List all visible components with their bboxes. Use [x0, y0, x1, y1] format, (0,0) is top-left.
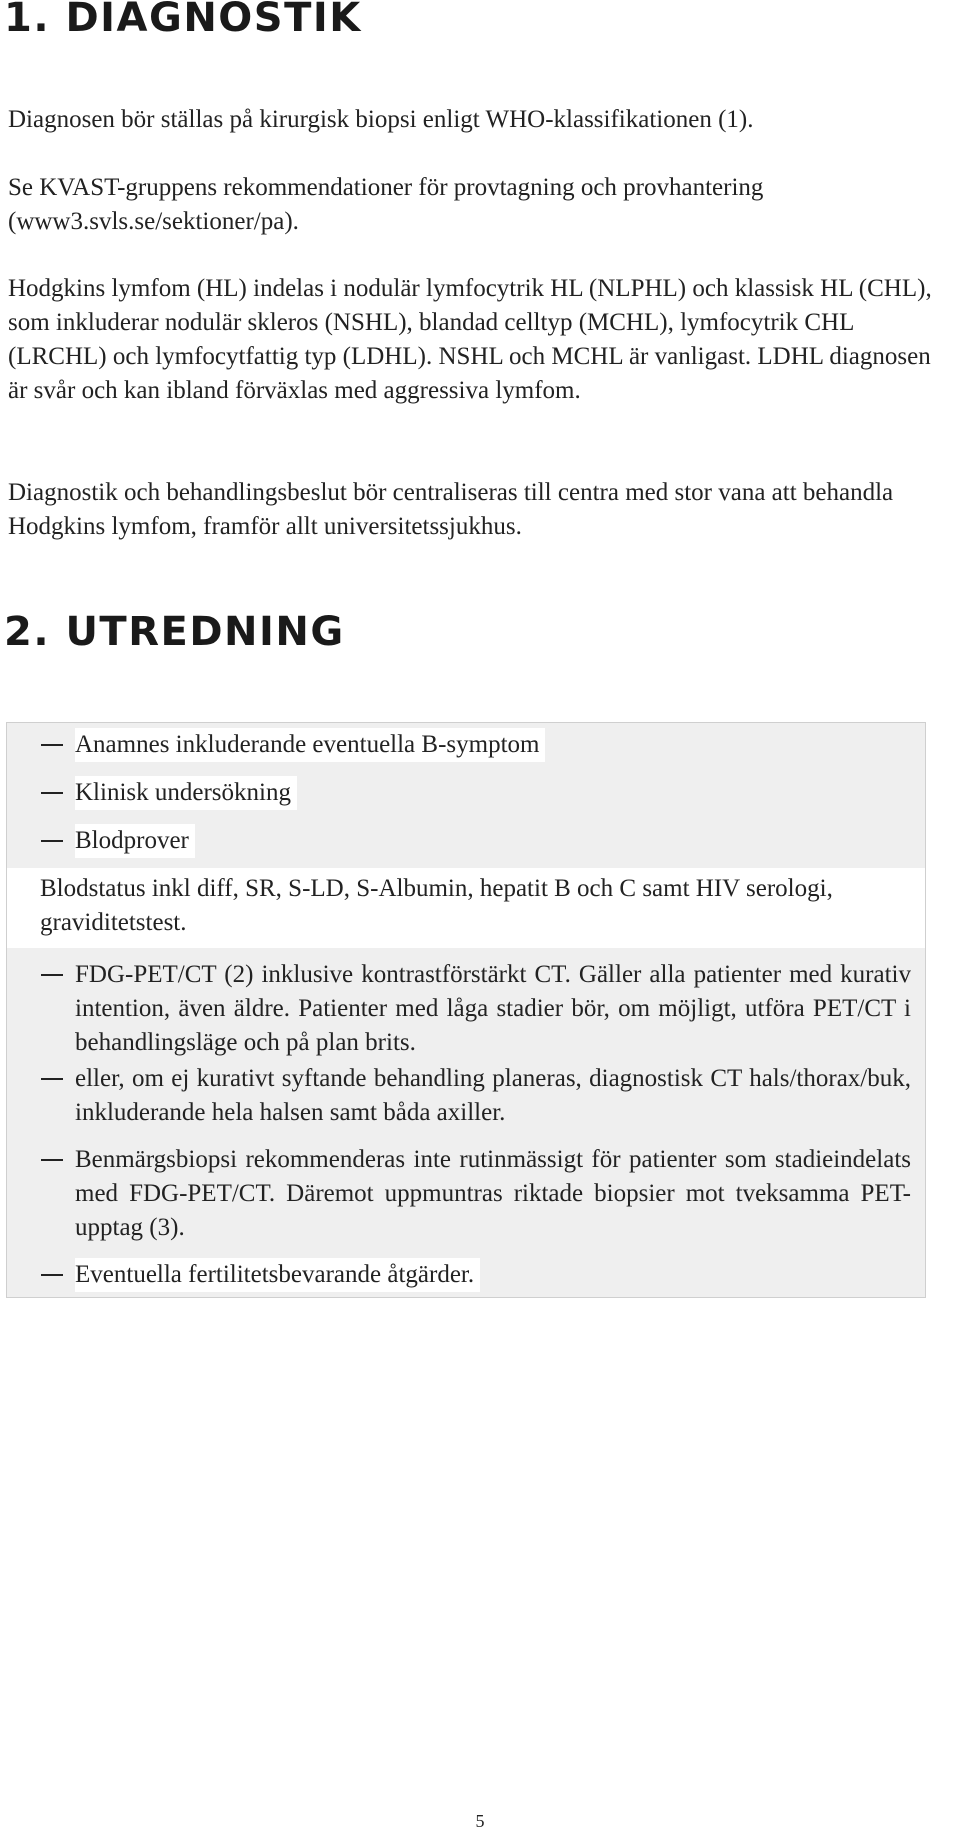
list-item-text: Anamnes inkluderande eventuella B-symptom	[75, 728, 545, 762]
list-item-text: Blodprover	[75, 824, 195, 858]
dash-bullet-icon	[41, 792, 63, 794]
list-item	[35, 958, 911, 1060]
section-heading-diagnostik: 1. DIAGNOSTIK	[4, 0, 362, 41]
dash-bullet-icon	[41, 1159, 63, 1161]
list-item	[35, 776, 911, 810]
list-item	[35, 1062, 911, 1130]
list-item	[35, 1143, 911, 1245]
list-item-text: Eventuella fertilitetsbevarande åtgärder.	[75, 1258, 480, 1292]
list-item-text: Klinisk undersökning	[75, 776, 297, 810]
list-item	[35, 824, 911, 858]
page-number: 5	[475, 1811, 485, 1831]
section-heading-utredning: 2. UTREDNING	[4, 609, 345, 655]
paragraph-kvast-recommendations: Se KVAST-gruppens rekommendationer för provtagning och provhantering (www3.svls.se/sektioner/pa).	[8, 174, 764, 235]
list-item-text: eller, om ej kurativt syftande behandling planeras, diagnostisk CT hals/thorax/buk, inkluderande hela halsen samt båda axiller.	[75, 1065, 911, 1126]
blood-test-details: Blodstatus inkl diff, SR, S-LD, S-Albumin, hepatit B och C samt HIV serologi, graviditetstest.	[7, 868, 925, 948]
paragraph-hodgkin-classification: Hodgkins lymfom (HL) indelas i nodulär lymfocytrik HL (NLPHL) och klassisk HL (CHL), som inkluderar nodulär skleros (NSHL), blandad celltyp (MCHL), lymfocytrik CHL (LRCHL) och lymfocytfattig typ (LDHL). NSHL och MCHL är vanligast. LDHL diagnosen är svår och kan ibland förväxlas med aggressiva lymfom.	[8, 275, 932, 404]
dash-bullet-icon	[41, 1078, 63, 1080]
dash-bullet-icon	[41, 840, 63, 842]
list-item	[35, 728, 911, 762]
paragraph-diagnosis-biopsy: Diagnosen bör ställas på kirurgisk biopsi enligt WHO-klassifikationen (1).	[8, 106, 754, 133]
list-item-text: Benmärgsbiopsi rekommenderas inte rutinmässigt för patienter som stadieindelats med FDG-PET/CT. Däremot uppmuntras riktade biopsier mot tveksamma PET-upptag (3).	[75, 1146, 911, 1241]
dash-bullet-icon	[41, 744, 63, 746]
list-item	[35, 1258, 911, 1292]
dash-bullet-icon	[41, 1274, 63, 1276]
dash-bullet-icon	[41, 974, 63, 976]
list-item-text: FDG-PET/CT (2) inklusive kontrastförstärkt CT. Gäller alla patienter med kurativ intention, även äldre. Patienter med låga stadier bör, om möjligt, utföra PET/CT i behandlingsläge och på plan brits.	[75, 961, 911, 1056]
paragraph-centralization: Diagnostik och behandlingsbeslut bör centraliseras till centra med stor vana att behandla Hodgkins lymfom, framför allt universitetssjukhus.	[8, 479, 894, 540]
